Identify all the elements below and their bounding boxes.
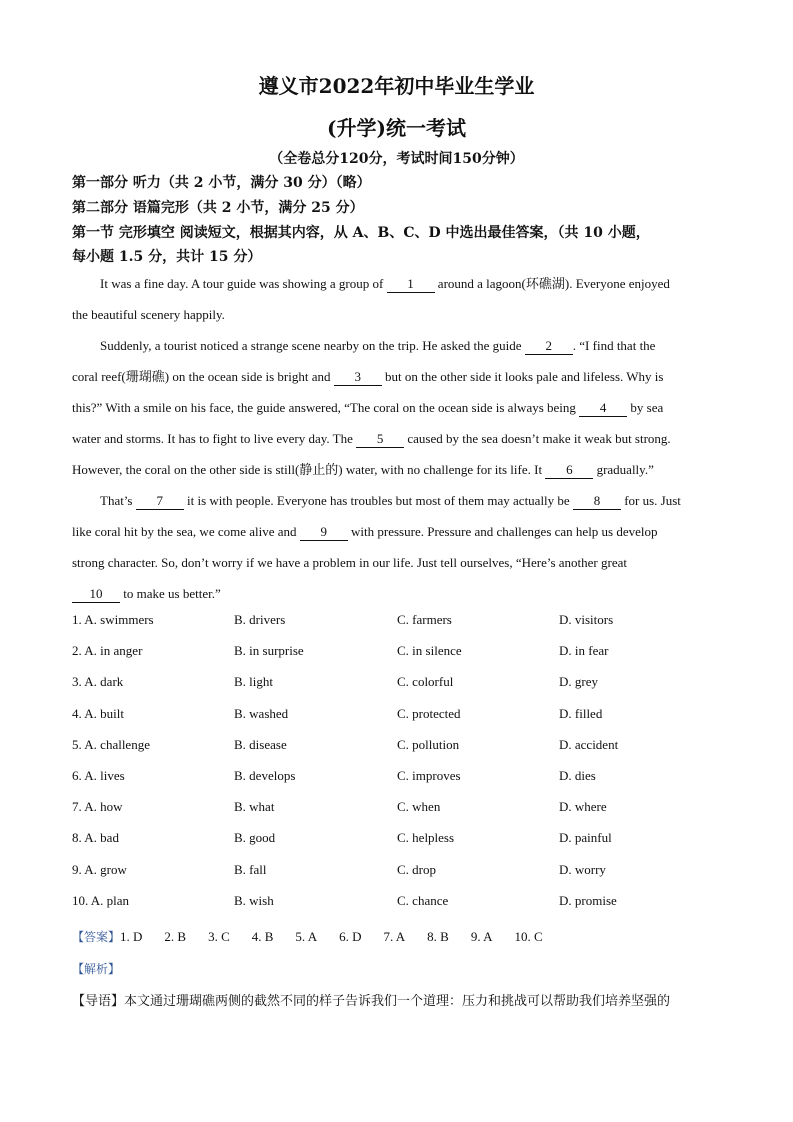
option-b: B. develops	[234, 767, 296, 783]
option-c: C. when	[397, 799, 441, 815]
option-d: D. worry	[559, 861, 606, 877]
answer-item: 3. C	[208, 929, 230, 944]
answer-key	[72, 928, 565, 945]
passage	[72, 268, 722, 609]
option-a: 7. A. how	[72, 799, 123, 815]
blank-5: 5	[356, 431, 404, 448]
option-c: C. improves	[397, 767, 461, 783]
blank-6: 6	[545, 462, 593, 479]
passage-line: coral reef(珊瑚礁) on the ocean side is bright and 3 but on the other side it looks pale and lifeless. Why is	[72, 369, 664, 384]
option-d: D. filled	[559, 705, 603, 721]
answer-item: 9. A	[470, 929, 493, 944]
option-d: D. accident	[559, 736, 619, 752]
passage-line: like coral hit by the sea, we come alive and 9 with pressure. Pressure and challenges can help us develop	[72, 524, 658, 539]
option-c: C. pollution	[397, 736, 460, 752]
option-d: D. promise	[559, 892, 617, 908]
option-row	[72, 737, 732, 768]
passage-line: It was a fine day. A tour guide was showing a group of 1 around a lagoon(环礁湖). Everyone enjoyed	[100, 276, 670, 291]
option-c: C. helpless	[397, 830, 455, 846]
option-a: 1. A. swimmers	[72, 612, 154, 627]
option-c: C. colorful	[397, 674, 454, 690]
option-b: B. washed	[234, 705, 289, 721]
part2-heading: 第二部分 语篇完形（共 2 小节，满分 25 分）	[72, 200, 364, 216]
option-b: B. wish	[234, 892, 274, 908]
option-d: D. visitors	[559, 612, 614, 627]
option-c: C. farmers	[397, 612, 452, 627]
passage-line: this?” With a smile on his face, the guide answered, “The coral on the ocean side is always being 4 by sea	[72, 400, 664, 415]
option-d: D. grey	[559, 674, 598, 690]
option-c: C. in silence	[397, 643, 462, 659]
passage-line: Suddenly, a tourist noticed a strange scene nearby on the trip. He asked the guide 2 . “I find that the	[100, 338, 656, 353]
answer-item: 1. D	[120, 929, 143, 944]
option-d: D. dies	[559, 767, 596, 783]
option-b: B. light	[234, 674, 274, 690]
option-b: B. disease	[234, 736, 287, 752]
answer-item: 2. B	[164, 929, 187, 944]
option-a: 6. A. lives	[72, 767, 125, 783]
answer-label: 【答案】	[72, 930, 121, 944]
exam-title: 遵义市2022年初中毕业生学业	[258, 74, 535, 98]
analysis-label: 【解析】	[72, 962, 121, 976]
blank-3: 3	[334, 369, 382, 386]
answer-item: 8. B	[427, 929, 449, 944]
option-a: 2. A. in anger	[72, 643, 143, 659]
option-b: B. good	[234, 830, 276, 846]
option-row	[72, 674, 732, 705]
option-row	[72, 893, 732, 924]
option-a: 5. A. challenge	[72, 736, 150, 752]
blank-1: 1	[387, 276, 435, 293]
option-d: D. where	[559, 799, 607, 815]
option-c: C. protected	[397, 705, 461, 721]
exam-subtitle: （全卷总分120分，考试时间150分钟）	[269, 151, 524, 167]
option-d: D. in fear	[559, 643, 609, 659]
blank-9: 9	[300, 524, 348, 541]
option-row	[72, 612, 732, 643]
option-b: B. in surprise	[234, 643, 304, 659]
answer-item: 5. A	[295, 929, 318, 944]
option-b: B. fall	[234, 861, 267, 877]
section1-heading-cont: 每小题 1.5 分，共计 15 分）	[72, 249, 262, 265]
option-row	[72, 830, 732, 861]
option-row	[72, 768, 732, 799]
option-b: B. drivers	[234, 612, 286, 627]
answer-item: 6. D	[339, 929, 362, 944]
section1-heading: 第一节 完形填空 阅读短文，根据其内容，从 A、B、C、D 中选出最佳答案，（共 10 小题，	[72, 225, 650, 241]
option-c: C. drop	[397, 861, 436, 877]
passage-line: strong character. So, don’t worry if we have a problem in our life. Just tell ourselves, “Here’s another great	[72, 555, 627, 570]
option-b: B. what	[234, 799, 275, 815]
passage-line: That’s 7 it is with people. Everyone has troubles but most of them may actually be 8 for us. Just	[100, 493, 681, 508]
passage-line: water and storms. It has to fight to live every day. The 5 caused by the sea doesn’t make it weak but strong.	[72, 431, 671, 446]
answer-item: 7. A	[383, 929, 406, 944]
option-row	[72, 643, 732, 674]
option-c: C. chance	[397, 892, 449, 908]
exam-title-line2: (升学)统一考试	[327, 116, 466, 140]
option-row	[72, 799, 732, 830]
option-d: D. painful	[559, 830, 612, 846]
options-table	[72, 612, 732, 924]
blank-2: 2	[525, 338, 573, 355]
blank-4: 4	[579, 400, 627, 417]
blank-7: 7	[136, 493, 184, 510]
option-a: 10. A. plan	[72, 892, 130, 908]
option-a: 3. A. dark	[72, 674, 124, 690]
option-a: 8. A. bad	[72, 830, 119, 846]
answer-item: 4. B	[251, 929, 274, 944]
blank-10: 10	[72, 586, 120, 603]
option-a: 9. A. grow	[72, 861, 127, 877]
option-row	[72, 862, 732, 893]
blank-8: 8	[573, 493, 621, 510]
guide-text: 【导语】本文通过珊瑚礁两侧的截然不同的样子告诉我们一个道理：压力和挑战可以帮助我们培养坚强的	[72, 994, 671, 1009]
passage-line: the beautiful scenery happily.	[72, 307, 225, 322]
answer-item: 10. C	[514, 929, 543, 944]
part1-heading: 第一部分 听力（共 2 小节，满分 30 分）（略）	[72, 175, 371, 191]
option-a: 4. A. built	[72, 705, 125, 721]
option-row	[72, 706, 732, 737]
passage-line: However, the coral on the other side is still(静止的) water, with no challenge for its life. It 6 gradually.”	[72, 462, 654, 477]
passage-line: 10 to make us better.”	[72, 578, 722, 609]
